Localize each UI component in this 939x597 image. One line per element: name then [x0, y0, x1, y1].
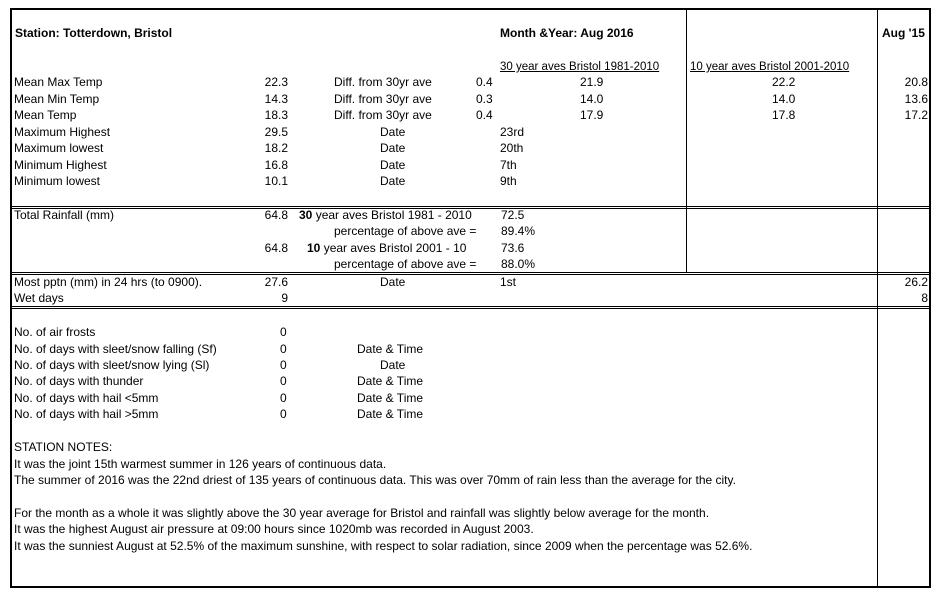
- diff-value: 0.4: [476, 108, 493, 122]
- date-value: 9th: [500, 174, 517, 188]
- temp-value: 22.3: [264, 75, 288, 89]
- count-value: 0: [280, 374, 287, 388]
- pptn-value: 27.6: [264, 275, 288, 289]
- temp-value: 18.3: [264, 108, 288, 122]
- note-line: It was the joint 15th warmest summer in 126 years of continuous data.: [14, 457, 387, 471]
- note-line: For the month as a whole it was slightly above the 30 year average for Bristol and rainfall was slightly below average for the month.: [14, 506, 710, 520]
- note-line: It was the highest August air pressure at 09:00 hours since 1020mb was recorded in August 2003.: [14, 522, 534, 536]
- rain-value: 64.8: [264, 241, 288, 255]
- pptn-label: Most pptn (mm) in 24 hrs (to 0900).: [14, 275, 203, 289]
- temp-label: Mean Temp: [14, 108, 77, 122]
- prev-value: 13.6: [904, 92, 928, 106]
- temp-value: 14.3: [264, 92, 288, 106]
- extreme-label: Minimum lowest: [14, 174, 101, 188]
- count-value: 0: [280, 325, 287, 339]
- extreme-value: 18.2: [264, 141, 288, 155]
- rain-ave10-text: year aves Bristol 2001 - 10: [320, 241, 467, 255]
- pptn-prev: 26.2: [904, 275, 928, 289]
- count-label: No. of days with sleet/snow lying (Sl): [14, 358, 210, 372]
- pct-label: percentage of above ave =: [334, 257, 477, 271]
- station-title: Station: Totterdown, Bristol: [15, 26, 173, 40]
- count-date-label: Date & Time: [357, 374, 424, 388]
- extreme-label: Maximum lowest: [14, 141, 104, 155]
- date-label: Date: [380, 174, 406, 188]
- rain-ave10-value: 73.6: [501, 241, 525, 255]
- pct-value: 88.0%: [501, 257, 536, 271]
- divider-pptn: [10, 306, 931, 309]
- extreme-value: 10.1: [264, 174, 288, 188]
- ave30-value: 21.9: [580, 75, 604, 89]
- rain-ave30-label: [299, 208, 472, 223]
- note-line: It was the sunniest August at 52.5% of the maximum sunshine, with respect to solar radiation, since 2009 when the percentage was 52.6%.: [14, 539, 753, 553]
- ave30-header: 30 year aves Bristol 1981-2010: [500, 61, 660, 73]
- month-year: Month &Year: Aug 2016: [500, 26, 634, 40]
- count-value: 0: [280, 342, 287, 356]
- diff-label: Diff. from 30yr ave: [334, 108, 432, 122]
- diff-label: Diff. from 30yr ave: [334, 92, 432, 106]
- count-date-label: Date & Time: [357, 342, 424, 356]
- wet-days-prev: 8: [921, 291, 928, 305]
- wet-days-value: 9: [281, 291, 288, 305]
- pptn-date: 1st: [500, 275, 517, 289]
- ave30-value: 17.9: [580, 108, 604, 122]
- extreme-label: Minimum Highest: [14, 158, 107, 172]
- diff-value: 0.4: [476, 75, 493, 89]
- date-value: 7th: [500, 158, 517, 172]
- divider-vertical-prev: [877, 9, 878, 587]
- ave30-value: 14.0: [580, 92, 604, 106]
- diff-label: Diff. from 30yr ave: [334, 75, 432, 89]
- count-date-label: Date: [380, 358, 406, 372]
- count-label: No. of days with hail >5mm: [14, 407, 159, 421]
- temp-label: Mean Max Temp: [14, 75, 103, 89]
- rain-ave30-bold: 30: [299, 208, 313, 222]
- rain-ave30-value: 72.5: [501, 208, 525, 222]
- count-value: 0: [280, 391, 287, 405]
- pct-label: percentage of above ave =: [334, 224, 477, 238]
- diff-value: 0.3: [476, 92, 493, 106]
- pptn-date-label: Date: [380, 275, 406, 289]
- count-label: No. of air frosts: [14, 325, 96, 339]
- extreme-value: 16.8: [264, 158, 288, 172]
- prev-value: 20.8: [904, 75, 928, 89]
- ave10-value: 22.2: [772, 75, 796, 89]
- extreme-label: Maximum Highest: [14, 125, 111, 139]
- extreme-value: 29.5: [264, 125, 288, 139]
- count-date-label: Date & Time: [357, 391, 424, 405]
- rain-label: Total Rainfall (mm): [14, 208, 115, 222]
- pct-value: 89.4%: [501, 224, 536, 238]
- notes-heading: STATION NOTES:: [14, 440, 113, 454]
- date-label: Date: [380, 125, 406, 139]
- date-label: Date: [380, 141, 406, 155]
- count-value: 0: [280, 358, 287, 372]
- prev-year-header: Aug '15: [882, 26, 925, 40]
- count-value: 0: [280, 407, 287, 421]
- date-label: Date: [380, 158, 406, 172]
- date-value: 23rd: [500, 125, 525, 139]
- count-label: No. of days with hail <5mm: [14, 391, 159, 405]
- wet-days-label: Wet days: [14, 291, 64, 305]
- divider-vertical-ave10-rain: [686, 208, 687, 272]
- rain-ave10-label: [307, 241, 466, 256]
- divider-vertical-ave10: [686, 9, 687, 208]
- rain-value: 64.8: [264, 208, 288, 222]
- rain-ave30-text: year aves Bristol 1981 - 2010: [312, 208, 472, 222]
- date-value: 20th: [500, 141, 524, 155]
- count-date-label: Date & Time: [357, 407, 424, 421]
- ave10-header: 10 year aves Bristol 2001-2010: [690, 61, 850, 73]
- prev-value: 17.2: [904, 108, 928, 122]
- ave10-value: 14.0: [772, 92, 796, 106]
- note-line: The summer of 2016 was the 22nd driest of 135 years of continuous data. This was over 70mm of rain less than the average for the city.: [14, 473, 736, 487]
- ave10-value: 17.8: [772, 108, 796, 122]
- rain-ave10-bold: 10: [307, 241, 321, 255]
- count-label: No. of days with thunder: [14, 374, 144, 388]
- count-label: No. of days with sleet/snow falling (Sf): [14, 342, 217, 356]
- temp-label: Mean Min Temp: [14, 92, 100, 106]
